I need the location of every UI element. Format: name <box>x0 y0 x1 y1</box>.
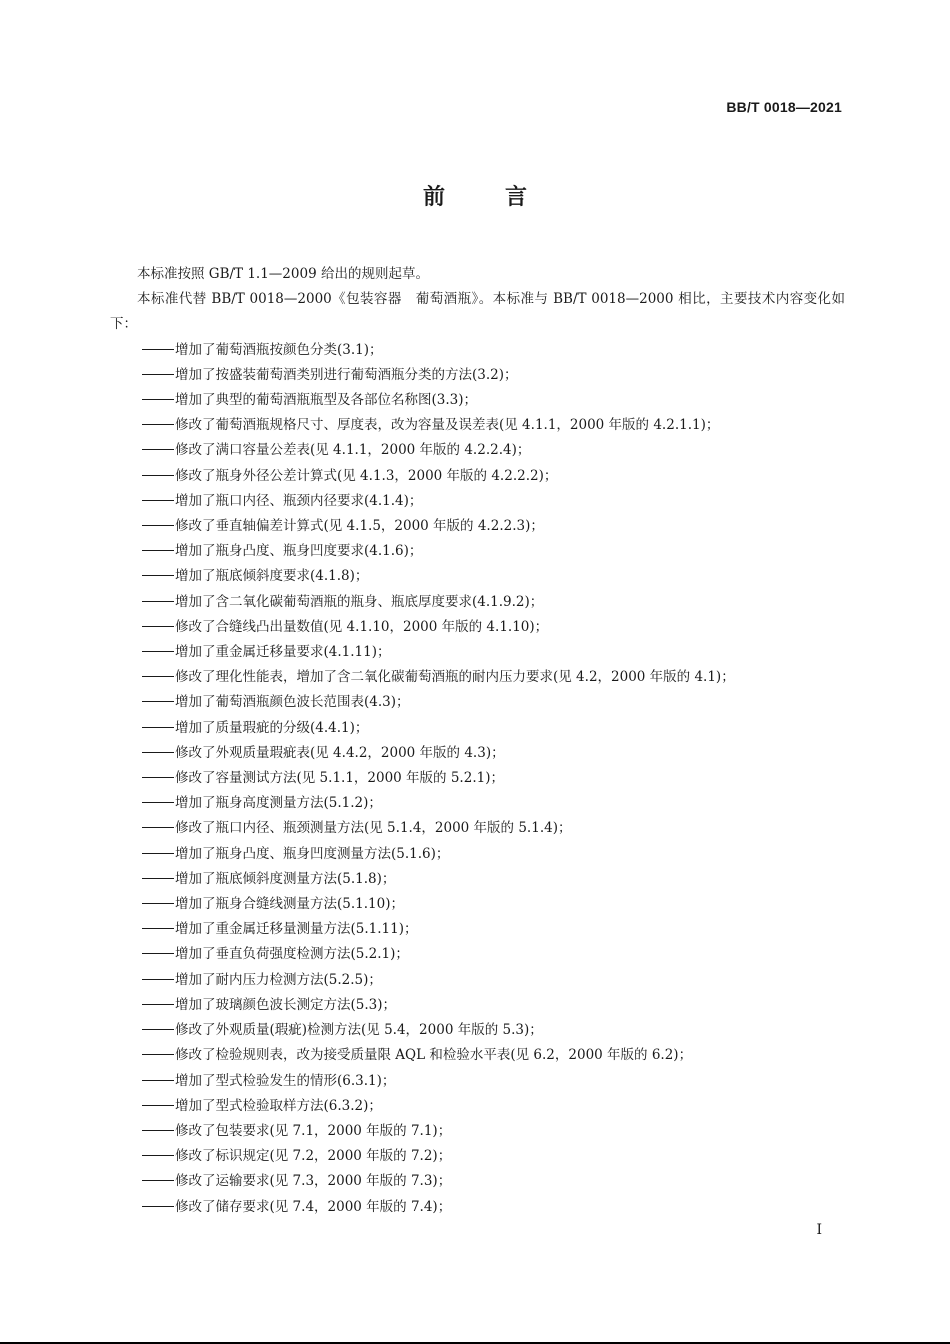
list-item <box>110 993 845 1018</box>
em-dash-marker <box>142 701 174 702</box>
list-item <box>110 968 845 993</box>
list-item <box>110 791 845 816</box>
list-item <box>110 665 845 690</box>
list-item <box>110 564 845 589</box>
change-text: 增加了重金属迁移量要求(4.1.11)； <box>175 644 391 661</box>
change-text: 增加了玻璃颜色波长测定方法(5.3)； <box>175 996 397 1013</box>
list-item <box>110 363 845 388</box>
change-text: 增加了典型的葡萄酒瓶瓶型及各部位名称图(3.3)； <box>175 392 478 409</box>
change-text: 修改了标识规定(见 7.2，2000 年版的 7.2)； <box>175 1148 452 1165</box>
em-dash-marker <box>142 853 174 854</box>
change-text: 增加了葡萄酒瓶按颜色分类(3.1)； <box>175 341 383 358</box>
change-text: 增加了瓶身合缝线测量方法(5.1.10)； <box>175 896 404 913</box>
change-text: 修改了满口容量公差表(见 4.1.1，2000 年版的 4.2.2.4)； <box>175 442 531 459</box>
list-item <box>110 917 845 942</box>
em-dash-marker <box>142 550 174 551</box>
change-text: 增加了型式检验取样方法(6.3.2)； <box>175 1097 382 1114</box>
em-dash-marker <box>142 1029 174 1030</box>
change-text: 修改了理化性能表，增加了含二氧化碳葡萄酒瓶的耐内压力要求(见 4.2，2000 年版的 4.1)； <box>175 669 735 686</box>
change-text: 修改了外观质量瑕疵表(见 4.4.2，2000 年版的 4.3)； <box>175 744 505 761</box>
list-item <box>110 539 845 564</box>
list-item <box>110 766 845 791</box>
list-item <box>110 640 845 665</box>
em-dash-marker <box>142 374 174 375</box>
change-text: 增加了质量瑕疵的分级(4.4.1)； <box>175 719 369 736</box>
list-item <box>110 892 845 917</box>
change-text: 增加了含二氧化碳葡萄酒瓶的瓶身、瓶底厚度要求(4.1.9.2)； <box>175 593 544 610</box>
list-item <box>110 514 845 539</box>
replacement-paragraph: 本标准代替 BB/T 0018—2000《包装容器 葡萄酒瓶》。本标准与 BB/T 0018—2000 相比，主要技术内容变化如下： <box>110 291 845 333</box>
list-item <box>110 1144 845 1169</box>
change-text: 修改了运输要求(见 7.3，2000 年版的 7.3)； <box>175 1173 452 1190</box>
list-item <box>110 590 845 615</box>
em-dash-marker <box>142 1130 174 1131</box>
change-text: 增加了按盛装葡萄酒类别进行葡萄酒瓶分类的方法(3.2)； <box>175 366 518 383</box>
list-item <box>110 1069 845 1094</box>
em-dash-marker <box>142 1206 174 1207</box>
em-dash-marker <box>142 1054 174 1055</box>
page-title: 前言 <box>422 185 587 210</box>
em-dash-marker <box>142 878 174 879</box>
em-dash-marker <box>142 979 174 980</box>
change-text: 增加了瓶身高度测量方法(5.1.2)； <box>175 795 382 812</box>
change-text: 修改了瓶身外径公差计算式(见 4.1.3，2000 年版的 4.2.2.2)； <box>175 467 558 484</box>
em-dash-marker <box>142 399 174 400</box>
em-dash-marker <box>142 1180 174 1181</box>
list-item <box>110 867 845 892</box>
change-text: 修改了检验规则表，改为接受质量限 AQL 和检验水平表(见 6.2，2000 年版的 6.2)； <box>175 1047 693 1064</box>
page-number: I <box>816 1222 822 1238</box>
em-dash-marker <box>142 1105 174 1106</box>
change-text: 增加了重金属迁移量测量方法(5.1.11)； <box>175 921 418 938</box>
em-dash-marker <box>142 500 174 501</box>
em-dash-marker <box>142 727 174 728</box>
em-dash-marker <box>142 953 174 954</box>
list-item <box>110 413 845 438</box>
list-item <box>110 741 845 766</box>
change-text: 修改了合缝线凸出量数值(见 4.1.10，2000 年版的 4.1.10)； <box>175 618 549 635</box>
standard-code: BB/T 0018—2021 <box>726 99 842 115</box>
change-text: 增加了瓶口内径、瓶颈内径要求(4.1.4)； <box>175 492 423 509</box>
change-text: 增加了耐内压力检测方法(5.2.5)； <box>175 971 382 988</box>
em-dash-marker <box>142 802 174 803</box>
change-text: 修改了垂直轴偏差计算式(见 4.1.5，2000 年版的 4.2.2.3)； <box>175 518 544 535</box>
list-item <box>110 1043 845 1068</box>
change-text: 增加了型式检验发生的情形(6.3.1)； <box>175 1072 396 1089</box>
em-dash-marker <box>142 575 174 576</box>
change-text: 修改了容量测试方法(见 5.1.1，2000 年版的 5.2.1)； <box>175 770 504 787</box>
change-text: 增加了葡萄酒瓶颜色波长范围表(4.3)； <box>175 694 410 711</box>
list-item <box>110 1119 845 1144</box>
em-dash-marker <box>142 651 174 652</box>
em-dash-marker <box>142 903 174 904</box>
list-item <box>110 942 845 967</box>
list-item <box>110 615 845 640</box>
change-list <box>110 338 845 1220</box>
em-dash-marker <box>142 676 174 677</box>
change-text: 修改了葡萄酒瓶规格尺寸、厚度表，改为容量及误差表(见 4.1.1，2000 年版的 4.2.1.1)； <box>175 417 720 434</box>
em-dash-marker <box>142 752 174 753</box>
list-item <box>110 338 845 363</box>
list-item <box>110 816 845 841</box>
em-dash-marker <box>142 475 174 476</box>
foreword-body <box>110 262 845 1220</box>
list-item <box>110 842 845 867</box>
em-dash-marker <box>142 349 174 350</box>
list-item <box>110 1018 845 1043</box>
change-text: 修改了瓶口内径、瓶颈测量方法(见 5.1.4，2000 年版的 5.1.4)； <box>175 820 572 837</box>
change-text: 增加了瓶身凸度、瓶身凹度测量方法(5.1.6)； <box>175 845 450 862</box>
change-text: 增加了垂直负荷强度检测方法(5.2.1)； <box>175 946 409 963</box>
em-dash-marker <box>142 601 174 602</box>
list-item <box>110 438 845 463</box>
em-dash-marker <box>142 626 174 627</box>
list-item <box>110 690 845 715</box>
change-text: 修改了外观质量(瑕疵)检测方法(见 5.4，2000 年版的 5.3)； <box>175 1022 543 1039</box>
list-item <box>110 388 845 413</box>
change-text: 增加了瓶底倾斜度要求(4.1.8)； <box>175 568 369 585</box>
list-item <box>110 464 845 489</box>
list-item <box>110 1195 845 1220</box>
list-item <box>110 1169 845 1194</box>
em-dash-marker <box>142 1155 174 1156</box>
change-text: 增加了瓶底倾斜度测量方法(5.1.8)； <box>175 870 396 887</box>
drafting-rule-paragraph: 本标准按照 GB/T 1.1—2009 给出的规则起草。 <box>137 266 429 282</box>
change-text: 增加了瓶身凸度、瓶身凹度要求(4.1.6)； <box>175 543 423 560</box>
em-dash-marker <box>142 449 174 450</box>
change-text: 修改了储存要求(见 7.4，2000 年版的 7.4)； <box>175 1198 452 1215</box>
em-dash-marker <box>142 525 174 526</box>
em-dash-marker <box>142 777 174 778</box>
change-text: 修改了包装要求(见 7.1，2000 年版的 7.1)； <box>175 1122 452 1139</box>
list-item <box>110 489 845 514</box>
em-dash-marker <box>142 827 174 828</box>
list-item <box>110 1094 845 1119</box>
em-dash-marker <box>142 424 174 425</box>
em-dash-marker <box>142 928 174 929</box>
list-item <box>110 716 845 741</box>
em-dash-marker <box>142 1080 174 1081</box>
em-dash-marker <box>142 1004 174 1005</box>
